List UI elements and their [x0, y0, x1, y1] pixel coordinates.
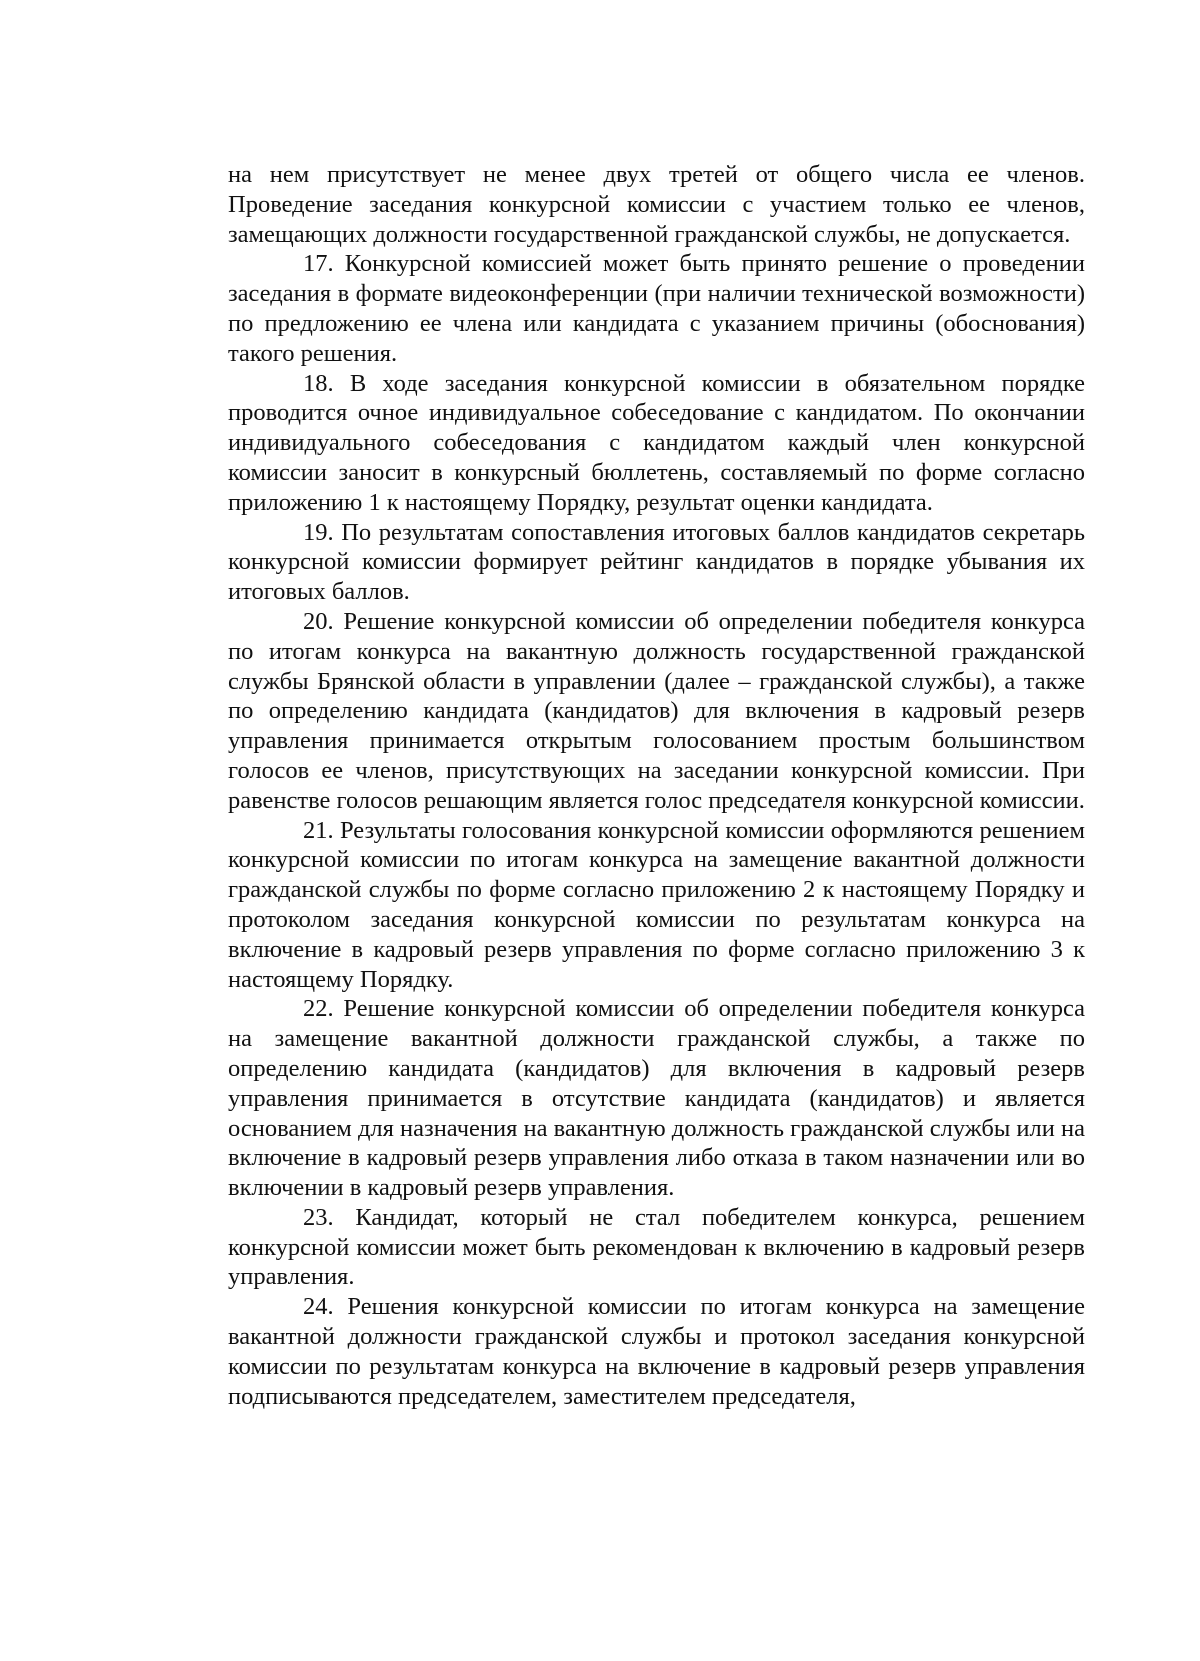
paragraph-24: 24. Решения конкурсной комиссии по итогам конкурса на замещение вакантной должности гражданской службы и протокол заседания конкурсной комиссии по результатам конкурса на включение в кадровый резерв управления подписываются председателем, заместителем председателя, [228, 1293, 1085, 1410]
paragraph-18: 18. В ходе заседания конкурсной комиссии в обязательном порядке проводится очное индивидуальное собеседование с кандидатом. По окончании индивидуального собеседования с кандидатом каждый член конкурсной комиссии заносит в конкурсный бюллетень, составляемый по форме согласно приложению 1 к настоящему Порядку, результат оценки кандидата. [228, 369, 1085, 516]
paragraph-21: 21. Результаты голосования конкурсной комиссии оформляются решением конкурсной комиссии по итогам конкурса на замещение вакантной должности гражданской службы по форме согласно приложению 2 к настоящему Порядку и протоколом заседания конкурсной комиссии по результатам конкурса на включение в кадровый резерв управления по форме согласно приложению 3 к настоящему Порядку. [228, 816, 1085, 993]
paragraph-22: 22. Решение конкурсной комиссии об определении победителя конкурса на замещение вакантной должности гражданской службы, а также по определению кандидата (кандидатов) для включения в кадровый резерв управления принимается в отсутствие кандидата (кандидатов) и является основанием для назначения на вакантную должность гражданской службы или на включение в кадровый резерв управления либо отказа в таком назначении или во включении в кадровый резерв управления. [228, 995, 1085, 1202]
paragraph-23: 23. Кандидат, который не стал победителем конкурса, решением конкурсной комиссии может быть рекомендован к включению в кадровый резерв управления. [228, 1203, 1085, 1291]
paragraph-20: 20. Решение конкурсной комиссии об определении победителя конкурса по итогам конкурса на вакантную должность государственной гражданской службы Брянской области в управлении (далее – гражданской службы), а также по определению кандидата (кандидатов) для включения в кадровый резерв управления принимается открытым голосованием простым большинством голосов ее членов, присутствующих на заседании конкурсной комиссии. При равенстве голосов решающим является голос председателя конкурсной комиссии. [228, 607, 1085, 814]
document-body [228, 160, 1085, 1411]
paragraph-continuation: на нем присутствует не менее двух третей от общего числа ее членов. Проведение заседания конкурсной комиссии с участием только ее членов, замещающих должности государственной гражданской службы, не допускается. [228, 161, 1085, 248]
paragraph-19: 19. По результатам сопоставления итоговых баллов кандидатов секретарь конкурсной комиссии формирует рейтинг кандидатов в порядке убывания их итоговых баллов. [228, 518, 1085, 606]
paragraph-17: 17. Конкурсной комиссией может быть принято решение о проведении заседания в формате видеоконференции (при наличии технической возможности) по предложению ее члена или кандидата с указанием причины (обоснования) такого решения. [228, 250, 1085, 367]
